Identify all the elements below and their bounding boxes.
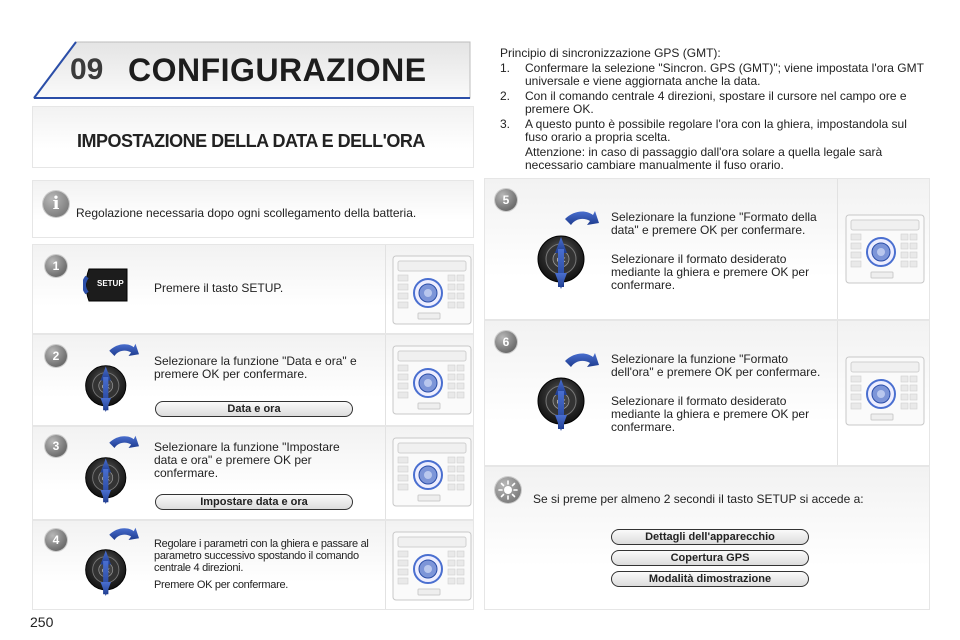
radio-unit-image [385,245,474,333]
step-1-text: Premere il tasto SETUP. [154,281,284,295]
step-1-badge: 1 [45,255,67,277]
step-1-panel [32,244,474,334]
radio-unit-image [385,427,474,519]
chapter-title: CONFIGURAZIONE [128,52,427,88]
step-5-text-2: Selezionare il formato desiderato mediante la ghiera e premere OK per confermare. [611,252,810,292]
gps-sync-note: Attenzione: in caso di passaggio dall'ora solare a quella legale sarà necessario cambiare manualmente il fuso orario. [525,145,883,172]
page-number: 250 [30,614,54,630]
gps-sync-item: 1. Confermare la selezione "Sincron. GPS (GMT)"; viene impostata l'ora GMT universale e viene aggiornata anche la data. [500,61,924,88]
step-4-panel [32,520,474,610]
step-3-badge: 3 [45,435,67,457]
step-5-badge: 5 [495,189,517,211]
step-3-text: Selezionare la funzione "Impostare data e ora" e premere OK per confermare. [154,440,340,480]
dial-arrow-icon [83,433,139,505]
menu-copertura-gps: Copertura GPS [611,550,809,566]
section-title: IMPOSTAZIONE DELLA DATA E DELL'ORA [77,131,425,151]
info-note-text: Regolazione necessaria dopo ogni scollegamento della batteria. [76,206,417,220]
step-2-badge: 2 [45,345,67,367]
radio-unit-image [385,335,474,425]
dial-arrow-icon [535,351,599,431]
menu-impostare-data-e-ora: Impostare data e ora [155,494,353,510]
step-4-text: Regolare i parametri con la ghiera e passare al parametro successivo spostando il comando centrale 4 direzioni. [154,538,369,574]
dial-arrow-icon [83,525,139,597]
chapter-number: 09 [70,53,104,86]
menu-data-e-ora: Data e ora [155,401,353,417]
radio-unit-image [837,321,930,465]
step-2-panel [32,334,474,426]
step-6-text: Selezionare la funzione "Formato dell'ora" e premere OK per confermare. [611,352,821,379]
gps-sync-item: 2. Con il comando centrale 4 direzioni, spostare il cursore nel campo ore e premere OK. [500,89,907,116]
step-3-panel [32,426,474,520]
gps-sync-intro: Principio di sincronizzazione GPS (GMT): [500,46,721,60]
step-6-badge: 6 [495,331,517,353]
radio-unit-image [837,179,930,319]
step-2-text: Selezionare la funzione "Data e ora" e premere OK per confermare. [154,354,357,381]
info-note-panel [32,180,474,238]
step-5-panel [484,178,930,320]
step-4-badge: 4 [45,529,67,551]
setup-long-press-text: Se si preme per almeno 2 secondi il tasto SETUP si accede a: [533,492,864,506]
dial-arrow-icon [535,209,599,289]
gps-sync-block [500,47,928,174]
setup-button-label: SETUP [97,279,124,288]
step-4-text-2: Premere OK per confermare. [154,579,289,591]
setup-long-press-panel [484,466,930,610]
step-5-text: Selezionare la funzione "Formato della data" e premere OK per confermare. [611,210,817,237]
step-6-text-2: Selezionare il formato desiderato mediante la ghiera e premere OK per confermare. [611,394,810,434]
step-6-panel [484,320,930,466]
settings-sun-icon [495,477,521,503]
gps-sync-item: 3. A questo punto è possibile regolare l'ora con la ghiera, impostandola sul fuso orario a propria scelta. [500,117,907,144]
menu-modalita-dimostrazione: Modalità dimostrazione [611,571,809,587]
info-icon: i [43,191,69,217]
radio-unit-image [385,521,474,609]
setup-button-illustration [83,265,131,305]
dial-arrow-icon [83,341,139,413]
chapter-header [30,40,475,102]
section-title-panel [32,106,474,168]
menu-dettagli-apparecchio: Dettagli dell'apparecchio [611,529,809,545]
